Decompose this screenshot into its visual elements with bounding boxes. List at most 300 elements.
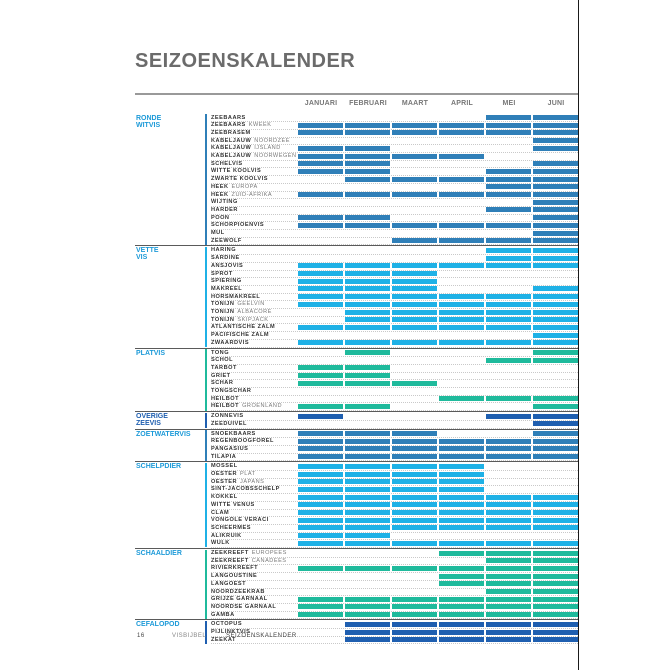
season-cell-januari bbox=[298, 302, 343, 307]
season-cell-mei bbox=[486, 566, 531, 571]
season-cell-maart bbox=[392, 510, 437, 515]
season-cell-februari bbox=[345, 446, 390, 451]
season-cell-januari bbox=[298, 365, 343, 370]
fish-variant: KWEEK bbox=[248, 122, 272, 129]
season-cell-mei bbox=[486, 115, 531, 120]
season-cell-maart bbox=[392, 518, 437, 523]
season-cell-juni bbox=[533, 317, 578, 322]
fish-name: MAKREEL bbox=[211, 285, 243, 292]
season-cell-januari bbox=[298, 271, 343, 276]
fish-name: TILAPIA bbox=[211, 453, 237, 460]
season-cell-mei bbox=[486, 574, 531, 579]
season-cell-februari bbox=[345, 215, 390, 220]
season-cell-maart bbox=[392, 637, 437, 642]
season-cell-februari bbox=[345, 373, 390, 378]
season-cell-mei bbox=[486, 597, 531, 602]
fish-name: SCHELVIS bbox=[211, 160, 243, 167]
season-cell-juni bbox=[533, 551, 578, 556]
fish-name: ZONNEVIS bbox=[211, 413, 244, 420]
season-cell-juni bbox=[533, 256, 578, 261]
fish-name: ZEEKAT bbox=[211, 636, 236, 643]
season-cell-mei bbox=[486, 414, 531, 419]
fish-variant: NOORDZEE bbox=[254, 137, 290, 144]
season-cell-maart bbox=[392, 622, 437, 627]
season-cell-april bbox=[439, 551, 484, 556]
season-cell-maart bbox=[392, 630, 437, 635]
category-label: PLATVIS bbox=[136, 349, 166, 357]
fish-name: ALIKRUIK bbox=[211, 532, 242, 539]
category-color-bar bbox=[205, 430, 207, 461]
season-cell-maart bbox=[392, 479, 437, 484]
season-cell-januari bbox=[298, 464, 343, 469]
month-maart: MAART bbox=[401, 100, 429, 107]
fish-name: RIVIERKREEFT bbox=[211, 565, 259, 572]
season-cell-februari bbox=[345, 177, 390, 182]
fish-name: HORSMAKREEL bbox=[211, 293, 261, 300]
fish-name: CLAM bbox=[211, 509, 230, 516]
season-cell-mei bbox=[486, 622, 531, 627]
season-cell-januari bbox=[298, 373, 343, 378]
season-cell-mei bbox=[486, 637, 531, 642]
season-cell-mei bbox=[486, 223, 531, 228]
season-cell-mei bbox=[486, 123, 531, 128]
fish-name: ZEEBAARS bbox=[211, 122, 246, 129]
season-cell-januari bbox=[298, 381, 343, 386]
season-cell-januari bbox=[298, 502, 343, 507]
season-cell-juni bbox=[533, 130, 578, 135]
season-cell-mei bbox=[486, 302, 531, 307]
season-cell-april bbox=[439, 574, 484, 579]
season-cell-januari bbox=[298, 340, 343, 345]
season-cell-februari bbox=[345, 317, 390, 322]
season-cell-januari bbox=[298, 446, 343, 451]
season-cell-februari bbox=[345, 294, 390, 299]
season-cell-juni bbox=[533, 207, 578, 212]
footer-section-title: SEIZOENSKALENDER bbox=[226, 633, 297, 639]
fish-name: TONG bbox=[211, 349, 230, 356]
season-cell-april bbox=[439, 518, 484, 523]
season-cell-mei bbox=[486, 454, 531, 459]
category-color-bar bbox=[205, 349, 207, 411]
season-cell-juni bbox=[533, 446, 578, 451]
season-cell-maart bbox=[392, 340, 437, 345]
season-cell-juni bbox=[533, 340, 578, 345]
fish-name: ZWAARDVIS bbox=[211, 339, 250, 346]
category-label: RONDE WITVIS bbox=[136, 114, 162, 129]
fish-name: PACIFISCHE ZALM bbox=[211, 332, 270, 339]
season-cell-mei bbox=[486, 541, 531, 546]
fish-name: GRIET bbox=[211, 372, 231, 379]
category-label: SCHAALDIER bbox=[136, 550, 182, 557]
season-cell-maart bbox=[392, 286, 437, 291]
season-cell-februari bbox=[345, 525, 390, 530]
fish-name: GRIJZE GARNAAL bbox=[211, 596, 268, 603]
season-cell-februari bbox=[345, 271, 390, 276]
season-cell-januari bbox=[298, 130, 343, 135]
season-cell-januari bbox=[298, 479, 343, 484]
season-cell-mei bbox=[486, 396, 531, 401]
season-cell-juni bbox=[533, 115, 578, 120]
fish-name: REGENBOOGFOREL bbox=[211, 438, 274, 445]
fish-name: TARBOT bbox=[211, 364, 237, 371]
season-cell-mei bbox=[486, 358, 531, 363]
season-cell-maart bbox=[392, 446, 437, 451]
season-cell-april bbox=[439, 597, 484, 602]
season-cell-januari bbox=[298, 279, 343, 284]
season-cell-juni bbox=[533, 525, 578, 530]
season-cell-januari bbox=[298, 612, 343, 617]
fish-name: SCHORPIOENVIS bbox=[211, 222, 265, 229]
fish-variant: NOORWEGEN bbox=[254, 153, 297, 159]
season-cell-juni bbox=[533, 223, 578, 228]
season-cell-april bbox=[439, 637, 484, 642]
season-cell-maart bbox=[392, 487, 437, 492]
season-cell-mei bbox=[486, 502, 531, 507]
season-cell-juni bbox=[533, 146, 578, 151]
season-cell-mei bbox=[486, 612, 531, 617]
season-cell-januari bbox=[298, 294, 343, 299]
season-cell-januari bbox=[298, 286, 343, 291]
season-cell-mei bbox=[486, 263, 531, 268]
season-cell-juni bbox=[533, 333, 578, 338]
season-cell-februari bbox=[345, 630, 390, 635]
season-cell-april bbox=[439, 154, 484, 159]
season-cell-mei bbox=[486, 446, 531, 451]
season-cell-februari bbox=[345, 472, 390, 477]
season-cell-februari bbox=[345, 192, 390, 197]
season-cell-juni bbox=[533, 200, 578, 205]
season-cell-april bbox=[439, 317, 484, 322]
season-cell-mei bbox=[486, 495, 531, 500]
season-cell-juni bbox=[533, 396, 578, 401]
season-cell-april bbox=[439, 604, 484, 609]
category-separator bbox=[135, 548, 578, 549]
season-cell-januari bbox=[298, 566, 343, 571]
season-cell-februari bbox=[345, 404, 390, 409]
season-cell-april bbox=[439, 502, 484, 507]
fish-name: ATLANTISCHE ZALM bbox=[211, 324, 276, 331]
category-separator bbox=[135, 619, 578, 620]
season-cell-juni bbox=[533, 325, 578, 330]
season-cell-februari bbox=[345, 223, 390, 228]
season-cell-januari bbox=[298, 404, 343, 409]
category-separator bbox=[135, 461, 578, 462]
season-cell-april bbox=[439, 310, 484, 315]
category-color-bar bbox=[205, 413, 207, 428]
fish-name: SPIERING bbox=[211, 278, 242, 285]
season-cell-januari bbox=[298, 439, 343, 444]
month-januari: JANUARI bbox=[304, 100, 338, 107]
season-cell-januari bbox=[298, 487, 343, 492]
season-cell-april bbox=[439, 472, 484, 477]
season-cell-juni bbox=[533, 414, 578, 419]
season-cell-april bbox=[439, 525, 484, 530]
season-cell-april bbox=[439, 454, 484, 459]
season-cell-januari bbox=[298, 154, 343, 159]
category-separator bbox=[135, 245, 578, 246]
season-cell-juni bbox=[533, 161, 578, 166]
season-cell-maart bbox=[392, 525, 437, 530]
season-cell-april bbox=[439, 238, 484, 243]
season-cell-februari bbox=[345, 169, 390, 174]
season-cell-mei bbox=[486, 551, 531, 556]
season-cell-februari bbox=[345, 123, 390, 128]
fish-variant: ALBACORE bbox=[237, 309, 272, 315]
season-cell-maart bbox=[392, 566, 437, 571]
fish-name: SARDINE bbox=[211, 255, 240, 262]
category-label: CEFALOPOD bbox=[136, 621, 180, 629]
month-juni: JUNI bbox=[547, 100, 565, 107]
fish-name: GAMBA bbox=[211, 611, 235, 618]
category-separator bbox=[135, 429, 578, 430]
fish-name: HEEK bbox=[211, 183, 229, 190]
season-cell-juni bbox=[533, 310, 578, 315]
page-title: SEIZOENSKALENDER bbox=[135, 50, 356, 72]
season-cell-juni bbox=[533, 248, 578, 253]
season-cell-mei bbox=[486, 630, 531, 635]
season-cell-mei bbox=[486, 310, 531, 315]
season-cell-juni bbox=[533, 215, 578, 220]
season-cell-april bbox=[439, 263, 484, 268]
fish-name: KABELJAUW bbox=[211, 153, 252, 159]
fish-name: HEEK bbox=[211, 191, 229, 198]
season-cell-maart bbox=[392, 310, 437, 315]
season-cell-februari bbox=[345, 286, 390, 291]
fish-name: ZEEWOLF bbox=[211, 237, 242, 244]
season-cell-januari bbox=[298, 146, 343, 151]
season-cell-juni bbox=[533, 138, 578, 143]
season-cell-januari bbox=[298, 454, 343, 459]
fish-name: ZEEKREEFT bbox=[211, 550, 249, 556]
season-cell-april bbox=[439, 439, 484, 444]
season-cell-juni bbox=[533, 350, 578, 355]
season-cell-mei bbox=[486, 604, 531, 609]
season-cell-februari bbox=[345, 637, 390, 642]
season-cell-maart bbox=[392, 612, 437, 617]
season-cell-februari bbox=[345, 263, 390, 268]
season-cell-februari bbox=[345, 154, 390, 159]
category-color-bar bbox=[205, 463, 207, 548]
season-cell-januari bbox=[298, 533, 343, 538]
season-cell-april bbox=[439, 177, 484, 182]
fish-name: ZWARTE KOOLVIS bbox=[211, 176, 268, 183]
season-cell-maart bbox=[392, 325, 437, 330]
season-cell-februari bbox=[345, 487, 390, 492]
season-cell-januari bbox=[298, 604, 343, 609]
season-cell-februari bbox=[345, 454, 390, 459]
season-cell-juni bbox=[533, 238, 578, 243]
season-cell-februari bbox=[345, 302, 390, 307]
season-cell-februari bbox=[345, 566, 390, 571]
month-mei: MEI bbox=[502, 100, 516, 107]
season-cell-februari bbox=[345, 502, 390, 507]
season-cell-maart bbox=[392, 154, 437, 159]
fish-variant: ZUID-AFRIKA bbox=[231, 191, 273, 198]
fish-name: NOORDZEEKRAB bbox=[211, 588, 265, 595]
season-cell-juni bbox=[533, 439, 578, 444]
season-cell-maart bbox=[392, 238, 437, 243]
fish-name: MOSSEL bbox=[211, 463, 238, 470]
month-april: APRIL bbox=[451, 100, 473, 107]
season-cell-februari bbox=[345, 381, 390, 386]
season-cell-april bbox=[439, 495, 484, 500]
season-cell-april bbox=[439, 325, 484, 330]
season-cell-april bbox=[439, 541, 484, 546]
title-rule bbox=[135, 93, 578, 95]
season-cell-mei bbox=[486, 589, 531, 594]
season-cell-februari bbox=[345, 495, 390, 500]
fish-name: ZEEBAARS bbox=[211, 114, 246, 121]
season-cell-april bbox=[439, 340, 484, 345]
season-cell-mei bbox=[486, 340, 531, 345]
season-cell-februari bbox=[345, 310, 390, 315]
season-cell-februari bbox=[345, 541, 390, 546]
season-cell-juni bbox=[533, 622, 578, 627]
season-cell-mei bbox=[486, 439, 531, 444]
fish-name: OESTER bbox=[211, 471, 238, 477]
season-cell-mei bbox=[486, 238, 531, 243]
season-cell-juni bbox=[533, 294, 578, 299]
season-cell-maart bbox=[392, 177, 437, 182]
fish-name: SNOEKBAARS bbox=[211, 430, 256, 437]
season-cell-mei bbox=[486, 256, 531, 261]
page-number: 16 bbox=[137, 633, 145, 639]
season-cell-januari bbox=[298, 414, 343, 419]
category-label: SCHELPDIER bbox=[136, 463, 182, 471]
season-cell-april bbox=[439, 510, 484, 515]
season-cell-februari bbox=[345, 365, 390, 370]
season-cell-juni bbox=[533, 566, 578, 571]
season-cell-februari bbox=[345, 279, 390, 284]
fish-variant: EUROPEES bbox=[251, 550, 287, 556]
season-cell-juni bbox=[533, 558, 578, 563]
category-label: VETTE VIS bbox=[136, 247, 159, 262]
fish-name: TONIJN bbox=[211, 301, 235, 308]
season-cell-april bbox=[439, 302, 484, 307]
fish-name: MUL bbox=[211, 230, 225, 236]
season-cell-februari bbox=[345, 161, 390, 166]
season-cell-mei bbox=[486, 325, 531, 330]
fish-name: TONIJN bbox=[211, 309, 235, 315]
fish-name: ZEEKREEFT bbox=[211, 557, 249, 564]
season-cell-juni bbox=[533, 404, 578, 409]
category-separator bbox=[135, 411, 578, 412]
season-cell-januari bbox=[298, 541, 343, 546]
fish-name: HARING bbox=[211, 247, 237, 254]
season-cell-januari bbox=[298, 169, 343, 174]
season-cell-juni bbox=[533, 454, 578, 459]
season-cell-januari bbox=[298, 495, 343, 500]
season-cell-juni bbox=[533, 123, 578, 128]
season-cell-februari bbox=[345, 431, 390, 436]
season-cell-april bbox=[439, 223, 484, 228]
fish-name: PIJLINKTVIS bbox=[211, 629, 251, 635]
fish-name: LANGOUSTINE bbox=[211, 573, 258, 580]
season-cell-april bbox=[439, 566, 484, 571]
fish-variant: PLAT bbox=[240, 471, 256, 477]
fish-variant: CANADEES bbox=[251, 557, 287, 564]
fish-name: NOORDSE GARNAAL bbox=[211, 603, 277, 610]
category-color-bar bbox=[205, 114, 207, 245]
season-cell-juni bbox=[533, 421, 578, 426]
fish-name: HARDER bbox=[211, 206, 238, 213]
season-cell-mei bbox=[486, 248, 531, 253]
season-cell-juni bbox=[533, 231, 578, 236]
season-cell-juni bbox=[533, 510, 578, 515]
season-cell-juni bbox=[533, 518, 578, 523]
season-cell-februari bbox=[345, 510, 390, 515]
season-cell-februari bbox=[345, 464, 390, 469]
season-cell-mei bbox=[486, 518, 531, 523]
season-cell-april bbox=[439, 294, 484, 299]
fish-name: SCHAR bbox=[211, 380, 234, 387]
season-cell-januari bbox=[298, 472, 343, 477]
row-divider bbox=[211, 643, 578, 644]
category-label: ZOETWATERVIS bbox=[136, 430, 191, 438]
season-cell-maart bbox=[392, 271, 437, 276]
season-cell-maart bbox=[392, 431, 437, 436]
season-cell-mei bbox=[486, 169, 531, 174]
season-cell-juni bbox=[533, 581, 578, 586]
season-cell-januari bbox=[298, 597, 343, 602]
season-cell-juni bbox=[533, 637, 578, 642]
fish-name: WITTE KOOLVIS bbox=[211, 168, 262, 175]
season-cell-april bbox=[439, 612, 484, 617]
season-cell-juni bbox=[533, 630, 578, 635]
season-cell-juni bbox=[533, 495, 578, 500]
season-cell-juni bbox=[533, 358, 578, 363]
season-cell-maart bbox=[392, 541, 437, 546]
season-cell-mei bbox=[486, 558, 531, 563]
season-cell-mei bbox=[486, 581, 531, 586]
season-cell-januari bbox=[298, 518, 343, 523]
season-cell-maart bbox=[392, 439, 437, 444]
season-cell-maart bbox=[392, 130, 437, 135]
season-cell-juni bbox=[533, 263, 578, 268]
footer-book-title: VISBIJBEL bbox=[172, 633, 207, 639]
season-cell-januari bbox=[298, 123, 343, 128]
category-color-bar bbox=[205, 247, 207, 347]
season-cell-juni bbox=[533, 302, 578, 307]
fish-name: ANSJOVIS bbox=[211, 262, 244, 269]
fish-name: SCHEERMES bbox=[211, 524, 251, 531]
fish-name: ZEEBRASEM bbox=[211, 129, 251, 136]
season-cell-juni bbox=[533, 177, 578, 182]
fish-name: SCHOL bbox=[211, 357, 234, 364]
fish-name: KABELJAUW bbox=[211, 145, 252, 152]
fish-name: KOKKEL bbox=[211, 494, 238, 501]
season-cell-februari bbox=[345, 479, 390, 484]
fish-variant: IJSLAND bbox=[254, 145, 281, 152]
fish-name: HEILBOT bbox=[211, 403, 240, 410]
season-cell-januari bbox=[298, 192, 343, 197]
season-cell-juni bbox=[533, 589, 578, 594]
season-cell-mei bbox=[486, 294, 531, 299]
season-cell-juni bbox=[533, 192, 578, 197]
season-cell-januari bbox=[298, 325, 343, 330]
fish-name: HEILBOT bbox=[211, 395, 240, 402]
season-cell-april bbox=[439, 487, 484, 492]
season-cell-juni bbox=[533, 612, 578, 617]
season-cell-mei bbox=[486, 525, 531, 530]
fish-name: TONIJN bbox=[211, 316, 235, 323]
season-cell-januari bbox=[298, 510, 343, 515]
season-cell-april bbox=[439, 630, 484, 635]
fish-name: OESTER bbox=[211, 478, 238, 485]
season-cell-maart bbox=[392, 279, 437, 284]
fish-name: WULK bbox=[211, 540, 230, 547]
season-cell-januari bbox=[298, 161, 343, 166]
